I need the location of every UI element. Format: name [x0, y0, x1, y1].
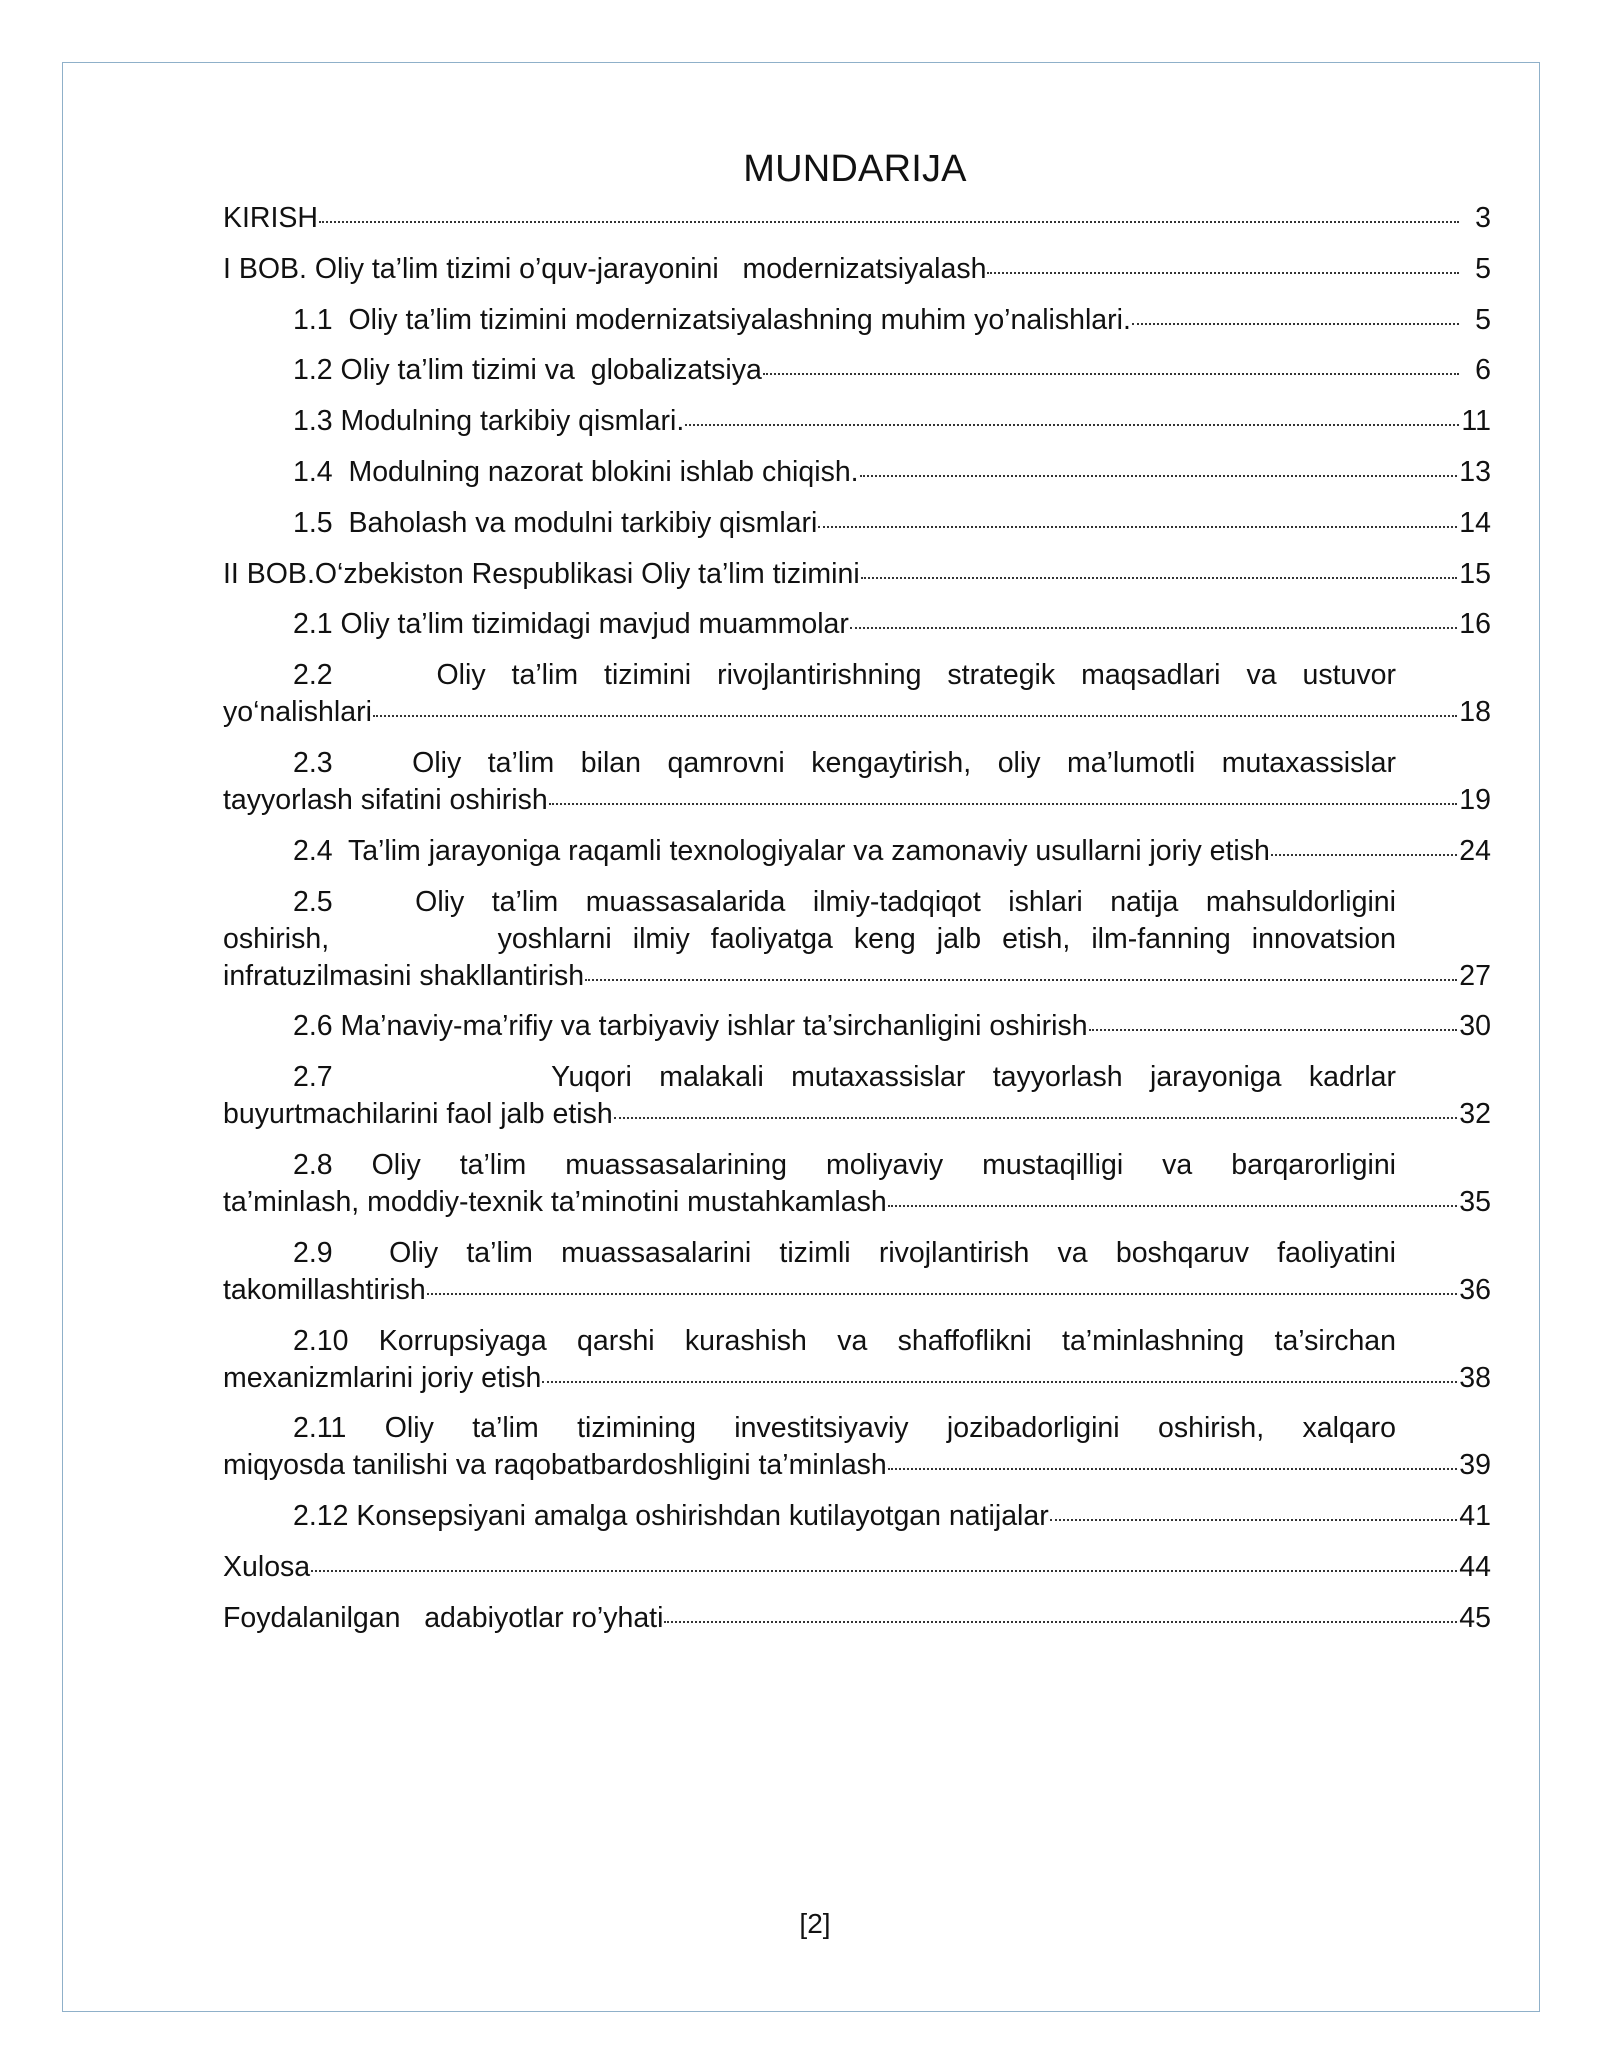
- toc-entry-chapter-1[interactable]: [223, 251, 1491, 288]
- toc-entry-page: 3: [1475, 202, 1491, 234]
- toc-entry-label: 1.4 Modulning nazorat blokini ishlab chiqish.: [293, 455, 859, 488]
- toc-entry-2-6[interactable]: [223, 1008, 1491, 1045]
- toc-entry-label: 1.3 Modulning tarkibiy qismlari.: [293, 405, 685, 438]
- toc-entry-page: 38: [1459, 1361, 1491, 1394]
- toc-entry-line: 2.9 Oliy ta’lim muassasalarini tizimli rivojlantirish va boshqaruv faoliyatini: [293, 1236, 1396, 1269]
- toc-entry-2-12[interactable]: [223, 1498, 1491, 1535]
- toc-entry-line: 2.10 Korrupsiyaga qarshi kurashish va shaffoflikni ta’minlashning ta’sirchan: [293, 1324, 1396, 1357]
- dot-leader: [664, 1621, 1457, 1623]
- toc-entry-label: Xulosa: [223, 1550, 311, 1583]
- toc-entry-label: 1.2 Oliy ta’lim tizimi va globalizatsiya: [293, 354, 762, 387]
- toc-entry-page: 24: [1459, 834, 1491, 867]
- toc-entry-page: 44: [1459, 1550, 1491, 1583]
- toc-entry-2-10[interactable]: [223, 1323, 1491, 1397]
- toc-entry-line: oshirish, yoshlarni ilmiy faoliyatga keng jalb etish, ilm-fanning innovatsion: [223, 922, 1396, 955]
- toc-entry-label: 1.5 Baholash va modulni tarkibiy qismlari: [293, 506, 818, 539]
- dot-leader: [1132, 323, 1459, 325]
- toc-entry-page: 6: [1475, 354, 1491, 387]
- toc-entry-1-1[interactable]: [223, 302, 1491, 339]
- toc-entry-label: KIRISH: [223, 202, 319, 234]
- toc-entry-page: 5: [1475, 303, 1491, 336]
- toc-entry-line: 2.7 Yuqori malakali mutaxassislar tayyorlash jarayoniga kadrlar: [293, 1061, 1396, 1094]
- toc-entry-label: Foydalanilgan adabiyotlar ro’yhati: [223, 1601, 664, 1634]
- dot-leader: [427, 1293, 1458, 1295]
- toc-entry-2-1[interactable]: [223, 606, 1491, 643]
- dot-leader: [763, 373, 1459, 375]
- dot-leader: [319, 221, 1459, 223]
- dot-leader: [888, 1205, 1458, 1207]
- toc-entry-line: 2.3 Oliy ta’lim bilan qamrovni kengaytirish, oliy ma’lumotli mutaxassislar: [293, 746, 1396, 779]
- toc-entry-1-2[interactable]: [223, 352, 1491, 389]
- dot-leader: [850, 627, 1457, 629]
- toc-entry-label: yo‘nalishlari: [223, 696, 372, 729]
- toc-entry-label: 2.6 Ma’naviy-ma’rifiy va tarbiyaviy ishlar ta’sirchanligini oshirish: [293, 1010, 1088, 1043]
- toc-entry-xulosa[interactable]: [223, 1549, 1491, 1586]
- dot-leader: [888, 1468, 1458, 1470]
- dot-leader: [1271, 854, 1457, 856]
- toc-entry-label: miqyosda tanilishi va raqobatbardoshligini ta’minlash: [223, 1449, 887, 1482]
- toc-entry-label: buyurtmachilarini faol jalb etish: [223, 1098, 613, 1131]
- toc-entry-label: takomillashtirish: [223, 1273, 426, 1306]
- toc-entry-1-5[interactable]: [223, 505, 1491, 542]
- toc-entry-page: 36: [1459, 1273, 1491, 1306]
- toc-entry-page: 27: [1459, 959, 1491, 992]
- toc-entry-label: 2.12 Konsepsiyani amalga oshirishdan kutilayotgan natijalar: [293, 1500, 1049, 1533]
- toc-entry-label: 2.1 Oliy ta’lim tizimidagi mavjud muammolar: [293, 608, 849, 641]
- toc-entry-page: 16: [1459, 608, 1491, 641]
- toc-entry-label: infratuzilmasini shakllantirish: [223, 959, 585, 992]
- dot-leader: [549, 803, 1458, 805]
- toc-entry-label: ta’minlash, moddiy-texnik ta’minotini mustahkamlash: [223, 1185, 887, 1218]
- dot-leader: [685, 424, 1459, 426]
- toc-entry-label: II BOB.O‘zbekiston Respublikasi Oliy ta’lim tizimini: [223, 557, 860, 590]
- toc-entry-page: 35: [1459, 1185, 1491, 1218]
- toc-entry-page: 11: [1461, 405, 1491, 438]
- page-number: [2]: [799, 1908, 831, 1939]
- toc-entry-page: 18: [1459, 696, 1491, 729]
- toc-entry-page: 14: [1459, 506, 1491, 539]
- dot-leader: [861, 577, 1458, 579]
- dot-leader: [1050, 1519, 1458, 1521]
- dot-leader: [373, 715, 1457, 717]
- toc-entry-page: 13: [1459, 455, 1491, 488]
- toc-entry-label: 1.1 Oliy ta’lim tizimini modernizatsiyalashning muhim yo’nalishlari.: [293, 303, 1131, 336]
- toc-entry-line: 2.11 Oliy ta’lim tizimining investitsiyaviy jozibadorligini oshirish, xalqaro: [293, 1412, 1396, 1445]
- toc-entry-2-9[interactable]: [223, 1235, 1491, 1309]
- table-of-contents: [223, 200, 1491, 1651]
- toc-entry-label: I BOB. Oliy ta’lim tizimi o’quv-jarayonini modernizatsiyalash: [223, 252, 987, 285]
- dot-leader: [614, 1117, 1458, 1119]
- toc-entry-page: 19: [1459, 783, 1491, 816]
- toc-entry-2-3[interactable]: [223, 745, 1491, 819]
- toc-entry-2-7[interactable]: [223, 1059, 1491, 1133]
- dot-leader: [818, 526, 1457, 528]
- toc-entry-line: 2.2 Oliy ta’lim tizimini rivojlantirishning strategik maqsadlari va ustuvor: [293, 659, 1396, 692]
- dot-leader: [860, 475, 1458, 477]
- toc-entry-2-2[interactable]: [223, 657, 1491, 731]
- toc-entry-page: 41: [1459, 1500, 1491, 1533]
- dot-leader: [1089, 1029, 1458, 1031]
- toc-entry-line: 2.5 Oliy ta’lim muassasalarida ilmiy-tadqiqot ishlari natija mahsuldorligini: [293, 885, 1396, 918]
- toc-entry-1-4[interactable]: [223, 454, 1491, 491]
- toc-entry-line: 2.8 Oliy ta’lim muassasalarining moliyaviy mustaqilligi va barqarorligini: [293, 1148, 1396, 1181]
- toc-entry-page: 32: [1459, 1098, 1491, 1131]
- toc-entry-page: 39: [1459, 1449, 1491, 1482]
- toc-entry-2-4[interactable]: [223, 833, 1491, 870]
- toc-entry-1-3[interactable]: [223, 403, 1491, 440]
- toc-entry-label: mexanizmlarini joriy etish: [223, 1361, 542, 1394]
- toc-entry-2-8[interactable]: [223, 1147, 1491, 1221]
- toc-entry-2-11[interactable]: [223, 1410, 1491, 1484]
- toc-entry-2-5[interactable]: [223, 884, 1491, 995]
- dot-leader: [542, 1381, 1457, 1383]
- toc-entry-page: 15: [1459, 557, 1491, 590]
- toc-entry-bibliography[interactable]: [223, 1600, 1491, 1637]
- toc-entry-page: 5: [1475, 252, 1491, 285]
- dot-leader: [987, 272, 1459, 274]
- dot-leader: [585, 979, 1457, 981]
- dot-leader: [311, 1570, 1457, 1572]
- toc-entry-page: 45: [1459, 1601, 1491, 1634]
- toc-entry-kirish[interactable]: [223, 200, 1491, 237]
- toc-entry-label: tayyorlash sifatini oshirish: [223, 783, 548, 816]
- toc-entry-page: 30: [1459, 1010, 1491, 1043]
- toc-entry-chapter-2[interactable]: [223, 556, 1491, 593]
- document-title: MUNDARIJA: [743, 148, 967, 190]
- toc-entry-label: 2.4 Ta’lim jarayoniga raqamli texnologiyalar va zamonaviy usullarni joriy etish: [293, 834, 1270, 867]
